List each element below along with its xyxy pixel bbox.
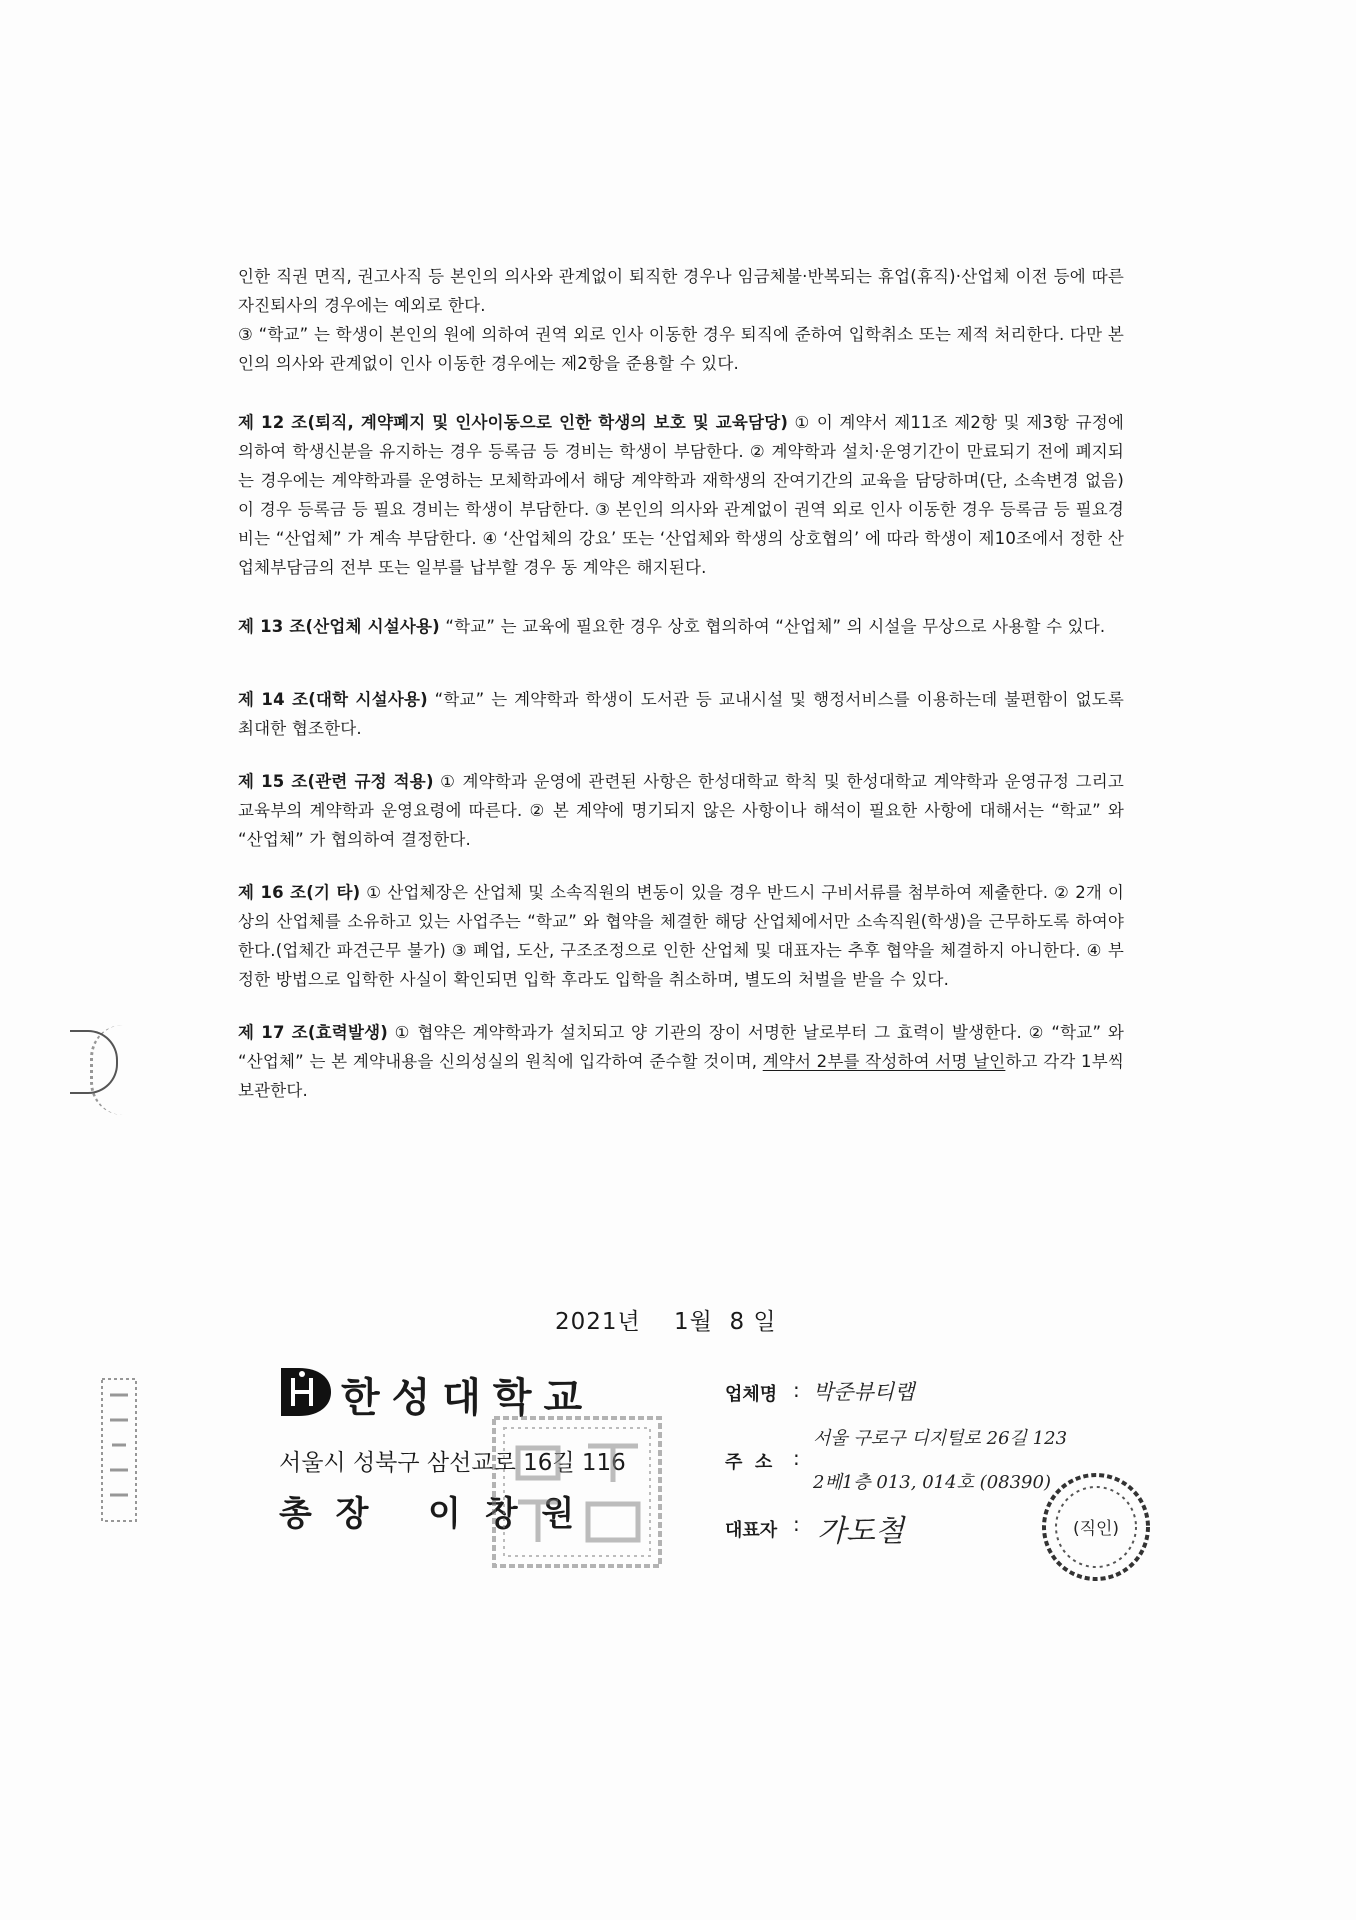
university-seal-stamp: [488, 1412, 666, 1572]
article-12-title: 제 12 조(퇴직, 계약폐지 및 인사이동으로 인한 학생의 보호 및 교육담당): [238, 413, 789, 432]
paragraph-continuation: 인한 직권 면직, 권고사직 등 본인의 의사와 관계없이 퇴직한 경우나 임금체불·반복되는 휴업(휴직)·산업체 이전 등에 따른 자진퇴사의 경우에는 예외로 한다.: [238, 267, 1124, 315]
company-name-value: 박준뷰티랩: [813, 1380, 915, 1404]
company-name-label: 업체명: [725, 1384, 778, 1405]
company-rep-colon: :: [793, 1512, 800, 1536]
university-name: 한성대학교: [341, 1375, 595, 1421]
article-12: [238, 408, 1124, 582]
article-17: [238, 1018, 1124, 1105]
article-17-underlined: 계약서 2부를 작성하여 서명 날인: [762, 1052, 1006, 1071]
article-13-title: 제 13 조(산업체 시설사용): [238, 617, 440, 636]
company-seal-label: (직인): [1072, 1519, 1120, 1539]
company-seal-stamp: [1037, 1468, 1155, 1586]
article-13: [238, 612, 1124, 641]
paragraph-item-3: ③ “학교” 는 학생이 본인의 원에 의하여 권역 외로 인사 이동한 경우 퇴직에 준하여 입학취소 또는 제적 처리한다. 다만 본인의 의사와 관계없이 인사 이동한 경우에는 제2항을 준용할 수 있다.: [238, 325, 1124, 373]
article-15: [238, 767, 1124, 854]
article-16-body: ① 산업체장은 산업체 및 소속직원의 변동이 있을 경우 반드시 구비서류를 첨부하여 제출한다. ② 2개 이상의 산업체를 소유하고 있는 사업주는 “학교” 와 협약을 체결한 해당 산업체에서만 소속직원(학생)을 근무하도록 하여야 한다.(업체간 파견근무 불가) ③ 폐업, 도산, 구조조정으로 인한 산업체 및 대표자는 추후 협약을 체결하지 아니한다. ④ 부정한 방법으로 입학한 사실이 확인되면 입학 후라도 입학을 취소하며, 별도의 처벌을 받을 수 있다.: [238, 883, 1124, 989]
company-address-colon: :: [793, 1446, 800, 1470]
article-15-title: 제 15 조(관련 규정 적용): [238, 772, 434, 791]
contract-date: 2021년 1월 8 일: [555, 1309, 777, 1335]
article-17-body: ① 협약은 계약학과가 설치되고 양 기관의 장이 서명한 날로부터 그 효력이 발생한다. ② “학교” 와 “산업체” 는 본 계약내용을 신의성실의 원칙에 입각하여 준수할 것이며,: [238, 1023, 1124, 1071]
article-14-body: “학교” 는 계약학과 학생이 도서관 등 교내시설 및 행정서비스를 이용하는데 불편함이 없도록 최대한 협조한다.: [238, 690, 1124, 738]
article-13-body: “학교” 는 교육에 필요한 경우 상호 협의하여 “산업체” 의 시설을 무상으로 사용할 수 있다.: [439, 617, 1106, 636]
article-17-title: 제 17 조(효력발생): [238, 1023, 388, 1042]
partial-seal-mark: [98, 1375, 140, 1525]
company-rep-signature: 가도철: [817, 1514, 904, 1549]
company-name-colon: :: [793, 1378, 800, 1402]
article-17-tail: 하고 각각 1부씩 보관한다.: [238, 1052, 1124, 1100]
partial-stamp-mark: [90, 1025, 123, 1115]
university-logo-icon: [275, 1362, 339, 1420]
company-address-line2: 2베1층 013, 014호 (08390): [813, 1472, 1051, 1493]
article-14: [238, 685, 1124, 743]
university-address: 서울시 성북구 삼선교로 16길 116: [279, 1450, 626, 1476]
article-16-title: 제 16 조(기 타): [238, 883, 361, 902]
article-15-body: ① 계약학과 운영에 관련된 사항은 한성대학교 학칙 및 한성대학교 계약학과 운영규정 그리고 교육부의 계약학과 운영요령에 따른다. ② 본 계약에 명기되지 않은 사항이나 해석이 필요한 사항에 대해서는 “학교” 와 “산업체” 가 협의하여 결정한다.: [238, 772, 1124, 849]
contract-body: [238, 262, 1124, 1105]
article-12-body: ① 이 계약서 제11조 제2항 및 제3항 규정에 의하여 학생신분을 유지하는 경우 등록금 등 경비는 학생이 부담한다. ② 계약학과 설치·운영기간이 만료되기 전에 폐지되는 경우에는 계약학과를 운영하는 모체학과에서 해당 계약학과 재학생의 잔여기간의 교육을 담당하며(단, 소속변경 없음) 이 경우 등록금 등 필요 경비는 학생이 부담한다. ③ 본인의 의사와 관계없이 권역 외로 인사 이동한 경우 등록금 등 필요경비는 “산업체” 가 계속 부담한다. ④ ‘산업체의 강요’ 또는 ‘산업체와 학생의 상호협의’ 에 따라 학생이 제10조에서 정한 산업체부담금의 전부 또는 일부를 납부할 경우 동 계약은 해지된다.: [238, 413, 1124, 577]
article-14-title: 제 14 조(대학 시설사용): [238, 690, 428, 709]
university-president: 총 장 이 창 원: [279, 1494, 581, 1534]
company-address-label: 주 소: [725, 1452, 773, 1473]
company-rep-label: 대표자: [725, 1520, 778, 1541]
article-16: [238, 878, 1124, 994]
company-address-line1: 서울 구로구 디지털로 26길 123: [813, 1428, 1068, 1449]
